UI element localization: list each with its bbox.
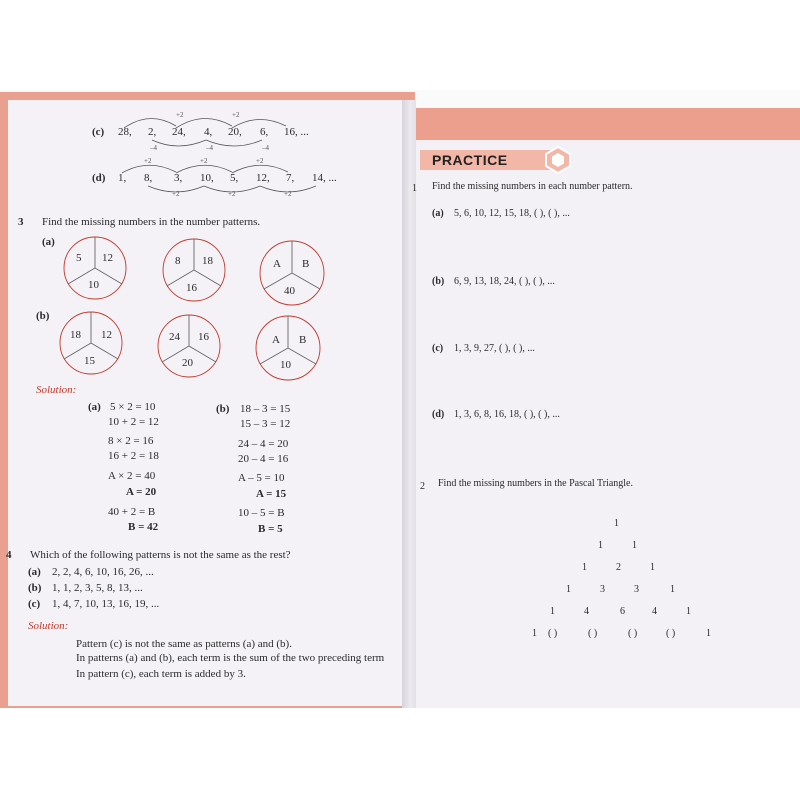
d-term: 8, [144,172,153,184]
divided-circle [64,237,126,299]
arrow-arc [232,119,286,128]
sol-b-line: 18 – 3 = 15 [240,403,291,415]
d-note: +2 [228,190,236,198]
sol-a-line: 10 + 2 = 12 [108,416,159,428]
c-term: 2, [148,126,157,138]
c-label: (c) [92,126,105,138]
q4-option: 1, 1, 2, 3, 5, 8, 13, ... [52,582,143,594]
solution-label: Solution: [36,384,77,396]
sol-b-line: A – 5 = 10 [238,472,285,484]
circle-value: 8 [175,255,181,267]
pascal-cell: 1 [532,628,537,639]
solution-label: Solution: [28,620,69,632]
pascal-cell: 1 [706,628,711,639]
arrow-arc [232,165,288,173]
c-note: –4 [206,144,213,152]
d-note: +2 [256,157,264,165]
q4-number: 4 [6,549,12,561]
circle-value: 12 [101,329,112,341]
pascal-cell: 1 [582,562,587,573]
q3a-label: (a) [42,236,55,248]
q4-text: Which of the following patterns is not the same as the rest? [30,549,291,561]
arrow-arc [260,186,316,192]
q1-item-label: (c) [432,343,444,354]
sol-a-line: A = 20 [126,486,157,498]
circle-value: 20 [182,357,193,369]
q4-option-label: (c) [28,598,41,610]
sol-b-line: 24 – 4 = 20 [238,438,289,450]
q3b-label: (b) [36,310,50,322]
circle-value: A [273,258,281,270]
c-note: +2 [232,111,240,119]
q1-item-label: (d) [432,409,445,420]
c-note: –4 [262,144,269,152]
pascal-cell: 1 [670,584,675,595]
q4-option-label: (a) [28,566,41,578]
divided-circle [256,316,320,380]
d-term: 10, [200,172,214,184]
d-term: 7, [286,172,295,184]
solution-line: Pattern (c) is not the same as patterns (a) and (b). [76,638,292,650]
q3-number: 3 [18,216,24,228]
pascal-blank[interactable]: ( ) [628,628,638,639]
q4-option-label: (b) [28,582,42,594]
pascal-cell: 1 [632,540,637,551]
q1-item: 6, 9, 13, 18, 24, ( ), ( ), ... [454,276,555,287]
pascal-cell: 1 [686,606,691,617]
sol-a-line: B = 42 [128,521,159,533]
arrow-arc [206,140,262,146]
pascal-cell: 1 [598,540,603,551]
circle-value: B [299,334,307,346]
circle-value: 5 [76,252,82,264]
pascal-cell: 4 [584,606,589,617]
q1-item: 1, 3, 6, 8, 16, 18, ( ), ( ), ... [454,409,560,420]
d-term: 5, [230,172,239,184]
arrow-arc [204,186,260,192]
circle-value: 18 [70,329,81,341]
c-term: 28, [118,126,132,138]
solution-line: In patterns (a) and (b), each term is the sum of the two preceding term [76,652,385,664]
q1-number: 1 [412,183,417,194]
arrow-arc [148,186,204,192]
practice-heading: PRACTICE [420,150,550,170]
pascal-cell: 3 [634,584,639,595]
q1-item-label: (a) [432,208,444,219]
solution-line: In pattern (c), each term is added by 3. [76,668,246,680]
circle-value: 24 [169,331,180,343]
q1-item-label: (b) [432,276,445,287]
pascal-cell: 4 [652,606,657,617]
divided-circle [260,241,324,305]
sol-b-line: B = 5 [258,523,283,535]
d-label: (d) [92,172,106,184]
q4-option: 1, 4, 7, 10, 13, 16, 19, ... [52,598,160,610]
divided-circle [158,315,220,377]
sol-b-label: (b) [216,403,230,415]
arrow-arc [176,118,232,128]
sol-b-line: 15 – 3 = 12 [240,418,291,430]
c-term: 6, [260,126,269,138]
q4-option: 2, 2, 4, 6, 10, 16, 26, ... [52,566,154,578]
c-term: 16, ... [284,126,309,138]
pascal-cell: 1 [650,562,655,573]
sol-b-line: 10 – 5 = B [238,507,285,519]
q1-item: 1, 3, 9, 27, ( ), ( ), ... [454,343,535,354]
pascal-blank[interactable]: ( ) [588,628,598,639]
circle-value: B [302,258,310,270]
sol-a-line: 40 + 2 = B [108,506,156,518]
d-arrows [122,165,316,192]
sol-b-line: A = 15 [256,488,287,500]
d-note: +2 [144,157,152,165]
d-note: +2 [172,190,180,198]
d-term: 14, ... [312,172,337,184]
pascal-cell: 6 [620,606,625,617]
d-note: +2 [284,190,292,198]
c-arrows [124,118,286,146]
sol-a-line: 16 + 2 = 18 [108,450,159,462]
pascal-cell: 1 [550,606,555,617]
q1-text: Find the missing numbers in each number pattern. [432,181,633,192]
arrow-arc [176,165,232,173]
circle-value: 10 [280,359,291,371]
divided-circle [163,239,225,301]
pascal-cell: 1 [566,584,571,595]
q1-item: 5, 6, 10, 12, 15, 18, ( ), ( ), ... [454,208,570,219]
circle-value: 10 [88,279,99,291]
d-term: 1, [118,172,127,184]
d-term: 3, [174,172,183,184]
circle-value: 40 [284,285,295,297]
pascal-cell: 1 [614,518,619,529]
circle-value: 12 [102,252,113,264]
circle-value: 15 [84,355,95,367]
q2-text: Find the missing numbers in the Pascal Triangle. [438,478,633,489]
sol-b-line: 20 – 4 = 16 [238,453,289,465]
arrow-arc [122,165,176,173]
c-note: +2 [176,111,184,119]
arrow-arc [124,118,176,128]
d-term: 12, [256,172,270,184]
pascal-blank[interactable]: ( ) [548,628,558,639]
arrow-arc [152,140,206,146]
pascal-cell: 2 [616,562,621,573]
pascal-cell: 3 [600,584,605,595]
circle-value: 18 [202,255,213,267]
sol-a-line: A × 2 = 40 [108,470,156,482]
circles-row-a [64,237,324,305]
circle-value: 16 [186,282,197,294]
sol-a-line: 8 × 2 = 16 [108,435,154,447]
sol-a-line: 5 × 2 = 10 [110,401,156,413]
pascal-blank[interactable]: ( ) [666,628,676,639]
c-term: 20, [228,126,242,138]
circle-value: 16 [198,331,209,343]
circle-value: A [272,334,280,346]
q2-number: 2 [420,481,425,492]
c-note: –4 [150,144,157,152]
c-term: 4, [204,126,213,138]
c-term: 24, [172,126,186,138]
circles-row-b [60,312,320,380]
q3-text: Find the missing numbers in the number patterns. [42,216,261,228]
sol-a-label: (a) [88,401,101,413]
d-note: +2 [200,157,208,165]
divided-circle [60,312,122,374]
